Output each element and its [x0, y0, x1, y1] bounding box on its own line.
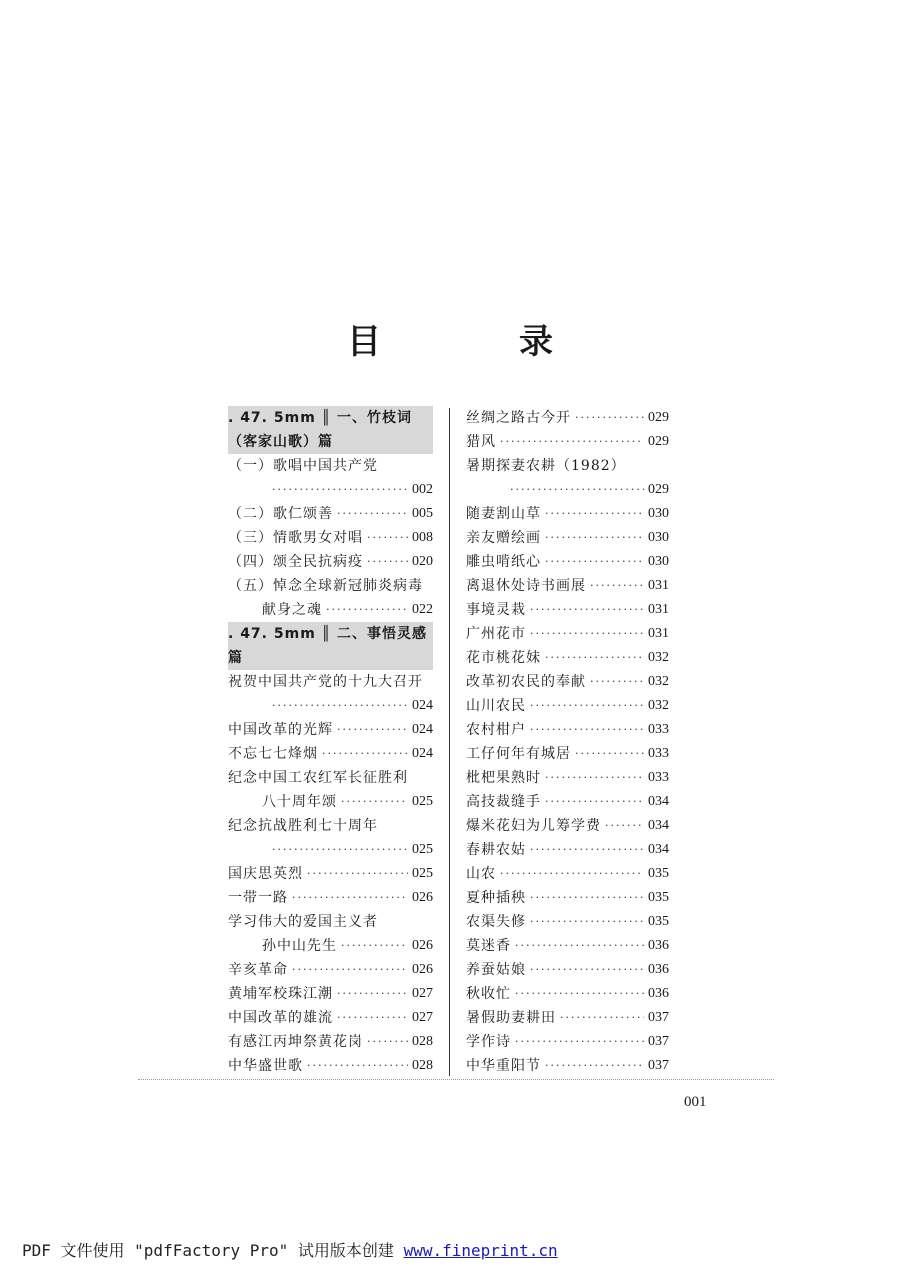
leader-dots: [515, 982, 644, 1006]
toc-entry-title: 春耕农姑: [466, 842, 526, 858]
toc-entry[interactable]: [466, 454, 669, 478]
leader-dots: [530, 838, 644, 862]
leader-dots: [322, 742, 408, 766]
toc-entry-page: 034: [648, 842, 669, 857]
toc-entry-title: 事境灵栽: [466, 602, 526, 618]
toc-entry-page: 033: [648, 770, 669, 785]
toc-entry[interactable]: [466, 598, 669, 622]
toc-entry-title: 雕虫啃纸心: [466, 554, 541, 570]
toc-entry[interactable]: [466, 814, 669, 838]
leader-dots: [545, 502, 644, 526]
toc-entry[interactable]: [466, 886, 669, 910]
toc-entry-title: 秋收忙: [466, 986, 511, 1002]
toc-entry[interactable]: [228, 1054, 433, 1078]
toc-entry[interactable]: [228, 790, 433, 814]
leader-dots: [530, 622, 644, 646]
toc-entry[interactable]: [228, 526, 433, 550]
leader-dots: [292, 958, 408, 982]
toc-entry[interactable]: [228, 1030, 433, 1054]
leader-dots: [326, 598, 408, 622]
leader-dots: [337, 718, 408, 742]
leader-dots: [545, 550, 644, 574]
section-heading-2: . 47. 5mm ║ 二、事悟灵感: [228, 622, 433, 646]
toc-entry-page: 025: [412, 866, 433, 881]
leader-dots: [337, 982, 408, 1006]
toc-entry-page: 030: [648, 530, 669, 545]
toc-entry[interactable]: [228, 862, 433, 886]
toc-entry-title: （二）歌仁颂善: [228, 506, 333, 522]
toc-entry-title: 孙中山先生: [262, 938, 337, 954]
toc-entry-page: 028: [412, 1058, 433, 1073]
toc-entry-page: 024: [412, 698, 433, 713]
toc-entry-title: 祝贺中国共产党的十九大召开: [228, 674, 423, 690]
toc-entry[interactable]: [466, 430, 669, 454]
leader-dots: [575, 406, 644, 430]
leader-dots: [530, 694, 644, 718]
toc-entry-title: 爆米花妇为儿筹学费: [466, 818, 601, 834]
toc-entry-page: 030: [648, 554, 669, 569]
toc-entry-title: 丝绸之路古今开: [466, 410, 571, 426]
toc-entry-page: 035: [648, 890, 669, 905]
toc-entry-page: 005: [412, 506, 433, 521]
toc-entry-title: 学作诗: [466, 1034, 511, 1050]
toc-entry-page: 032: [648, 650, 669, 665]
toc-entry[interactable]: [466, 646, 669, 670]
toc-entry[interactable]: [228, 1006, 433, 1030]
toc-entry[interactable]: [466, 790, 669, 814]
toc-entry[interactable]: [466, 910, 669, 934]
toc-entry[interactable]: [228, 910, 433, 934]
leader-dots: [510, 478, 644, 502]
toc-entry-page: 025: [412, 794, 433, 809]
toc-entry-title: 随妻割山草: [466, 506, 541, 522]
toc-entry-title: （四）颂全民抗病疫: [228, 554, 363, 570]
toc-entry[interactable]: [228, 886, 433, 910]
page-number: 001: [684, 1094, 707, 1110]
toc-entry-page: 027: [412, 986, 433, 1001]
toc-entry[interactable]: [228, 742, 433, 766]
toc-entry[interactable]: [228, 454, 433, 478]
toc-entry-page: 035: [648, 866, 669, 881]
toc-entry-title: 猎风: [466, 434, 496, 450]
toc-entry-page: 036: [648, 962, 669, 977]
leader-dots: [272, 694, 408, 718]
toc-entry[interactable]: [228, 694, 433, 718]
toc-entry-page: 002: [412, 482, 433, 497]
toc-right-column: [466, 406, 669, 1078]
toc-entry-page: 037: [648, 1058, 669, 1073]
leader-dots: [367, 550, 408, 574]
toc-entry[interactable]: [466, 406, 669, 430]
toc-entry[interactable]: [466, 1006, 669, 1030]
toc-entry-page: 024: [412, 746, 433, 761]
toc-entry[interactable]: [466, 766, 669, 790]
leader-dots: [560, 1006, 644, 1030]
leader-dots: [341, 934, 408, 958]
leader-dots: [575, 742, 644, 766]
toc-entry-title: 亲友赠绘画: [466, 530, 541, 546]
leader-dots: [515, 934, 644, 958]
leader-dots: [530, 910, 644, 934]
leader-dots: [530, 958, 644, 982]
toc-entry-title: 不忘七七烽烟: [228, 746, 318, 762]
toc-entry-title: （一）歌唱中国共产党: [228, 458, 378, 474]
leader-dots: [545, 790, 644, 814]
leader-dots: [367, 1030, 408, 1054]
toc-entry-page: 031: [648, 626, 669, 641]
leader-dots: [545, 646, 644, 670]
toc-entry-page: 029: [648, 482, 669, 497]
toc-entry-page: 033: [648, 722, 669, 737]
toc-entry-title: 献身之魂: [262, 602, 322, 618]
toc-entry-title: 工仔何年有城居: [466, 746, 571, 762]
toc-entry-title: 辛亥革命: [228, 962, 288, 978]
footer-link[interactable]: www.fineprint.cn: [403, 1241, 558, 1260]
toc-entry-title: 国庆思英烈: [228, 866, 303, 882]
leader-dots: [272, 478, 408, 502]
toc-entry-page: 032: [648, 674, 669, 689]
toc-entry[interactable]: [466, 1054, 669, 1078]
section-heading-2-cont: 篇: [228, 646, 433, 670]
leader-dots: [272, 838, 408, 862]
toc-entry[interactable]: [228, 934, 433, 958]
toc-entry[interactable]: [228, 550, 433, 574]
toc-entry-page: 036: [648, 986, 669, 1001]
toc-entry[interactable]: [466, 526, 669, 550]
toc-entry[interactable]: [466, 718, 669, 742]
toc-entry[interactable]: [228, 982, 433, 1006]
toc-entry-page: 022: [412, 602, 433, 617]
leader-dots: [590, 574, 644, 598]
toc-entry-title: 有感江丙坤祭黄花岗: [228, 1034, 363, 1050]
toc-entry-title: 中华重阳节: [466, 1058, 541, 1074]
toc-entry-title: 暑假助妻耕田: [466, 1010, 556, 1026]
column-divider: [449, 408, 450, 1076]
toc-left-column: [228, 406, 433, 1078]
toc-entry[interactable]: [466, 1030, 669, 1054]
toc-entry-page: 025: [412, 842, 433, 857]
toc-entry[interactable]: [466, 502, 669, 526]
toc-entry-title: 农渠失修: [466, 914, 526, 930]
toc-entry-page: 030: [648, 506, 669, 521]
leader-dots: [341, 790, 408, 814]
leader-dots: [500, 862, 644, 886]
toc-entry-page: 026: [412, 938, 433, 953]
toc-entry-title: 花市桃花妹: [466, 650, 541, 666]
toc-entry-title: 中华盛世歌: [228, 1058, 303, 1074]
leader-dots: [530, 718, 644, 742]
toc-entry[interactable]: [466, 478, 669, 502]
toc-entry-title: 夏种插秧: [466, 890, 526, 906]
leader-dots: [337, 1006, 408, 1030]
toc-entry-title: 一带一路: [228, 890, 288, 906]
leader-dots: [292, 886, 408, 910]
toc-entry[interactable]: [228, 502, 433, 526]
toc-entry-title: 八十周年颂: [262, 794, 337, 810]
leader-dots: [545, 766, 644, 790]
toc-entry-title: 暑期探妻农耕（1982）: [466, 458, 626, 474]
toc-entry-title: 纪念中国工农红军长征胜利: [228, 770, 408, 786]
section-heading-1-cont: （客家山歌）篇: [228, 430, 433, 454]
toc-entry[interactable]: [466, 670, 669, 694]
toc-entry-page: 037: [648, 1034, 669, 1049]
toc-entry[interactable]: [466, 742, 669, 766]
toc-entry-title: 离退休处诗书画展: [466, 578, 586, 594]
leader-dots: [605, 814, 644, 838]
footer-rule: [138, 1079, 774, 1080]
toc-entry-title: 纪念抗战胜利七十周年: [228, 818, 378, 834]
toc-entry-title: 枇杷果熟时: [466, 770, 541, 786]
toc-entry-title: 广州花市: [466, 626, 526, 642]
page-title: 目 录: [347, 322, 605, 362]
toc-entry-page: 032: [648, 698, 669, 713]
toc-entry-title: 山农: [466, 866, 496, 882]
toc-entry[interactable]: [466, 574, 669, 598]
toc-entry-page: 027: [412, 1010, 433, 1025]
toc-entry-title: 黄埔军校珠江潮: [228, 986, 333, 1002]
toc-entry-page: 035: [648, 914, 669, 929]
toc-entry-page: 020: [412, 554, 433, 569]
toc-entry[interactable]: [228, 766, 433, 790]
leader-dots: [337, 502, 408, 526]
toc-entry[interactable]: [228, 574, 433, 598]
toc-entry-page: 026: [412, 962, 433, 977]
toc-entry[interactable]: [466, 862, 669, 886]
leader-dots: [367, 526, 408, 550]
toc-entry[interactable]: [228, 718, 433, 742]
leader-dots: [590, 670, 644, 694]
toc-entry-page: 036: [648, 938, 669, 953]
toc-entry[interactable]: [228, 670, 433, 694]
toc-entry[interactable]: [228, 814, 433, 838]
toc-entry-title: （五）悼念全球新冠肺炎病毒: [228, 578, 423, 594]
leader-dots: [545, 526, 644, 550]
toc-entry-page: 031: [648, 578, 669, 593]
section-heading-1: . 47. 5mm ║ 一、竹枝词: [228, 406, 433, 430]
leader-dots: [545, 1054, 644, 1078]
toc-entry-title: 改革初农民的奉献: [466, 674, 586, 690]
toc-entry-page: 029: [648, 410, 669, 425]
toc-entry[interactable]: [466, 982, 669, 1006]
toc-entry-title: （三）情歌男女对唱: [228, 530, 363, 546]
toc-entry[interactable]: [228, 478, 433, 502]
toc-entry-title: 农村柑户: [466, 722, 526, 738]
toc-entry[interactable]: [466, 934, 669, 958]
toc-entry-title: 莫迷香: [466, 938, 511, 954]
toc-entry-page: 034: [648, 818, 669, 833]
toc-entry[interactable]: [466, 550, 669, 574]
toc-entry[interactable]: [466, 958, 669, 982]
toc-entry-page: 029: [648, 434, 669, 449]
toc-entry[interactable]: [228, 838, 433, 862]
leader-dots: [530, 886, 644, 910]
toc-entry-page: 033: [648, 746, 669, 761]
toc-entry-page: 008: [412, 530, 433, 545]
toc-entry[interactable]: [466, 694, 669, 718]
pdf-footer: [22, 1238, 558, 1261]
leader-dots: [307, 1054, 408, 1078]
toc-entry-title: 学习伟大的爱国主义者: [228, 914, 378, 930]
toc-entry-title: 养蚕姑娘: [466, 962, 526, 978]
toc-entry-title: 山川农民: [466, 698, 526, 714]
toc-entry-page: 031: [648, 602, 669, 617]
toc-entry-page: 026: [412, 890, 433, 905]
toc-entry-page: 024: [412, 722, 433, 737]
leader-dots: [515, 1030, 644, 1054]
toc-entry-page: 028: [412, 1034, 433, 1049]
toc-entry-page: 037: [648, 1010, 669, 1025]
toc-entry-page: 034: [648, 794, 669, 809]
leader-dots: [500, 430, 644, 454]
toc-entry[interactable]: [228, 958, 433, 982]
footer-text: PDF 文件使用 "pdfFactory Pro" 试用版本创建: [22, 1241, 404, 1260]
toc-entry[interactable]: [228, 598, 433, 622]
leader-dots: [530, 598, 644, 622]
toc-entry-title: 高技裁缝手: [466, 794, 541, 810]
toc-entry-title: 中国改革的雄流: [228, 1010, 333, 1026]
toc-entry-title: 中国改革的光辉: [228, 722, 333, 738]
toc-entry[interactable]: [466, 838, 669, 862]
toc-entry[interactable]: [466, 622, 669, 646]
leader-dots: [307, 862, 408, 886]
